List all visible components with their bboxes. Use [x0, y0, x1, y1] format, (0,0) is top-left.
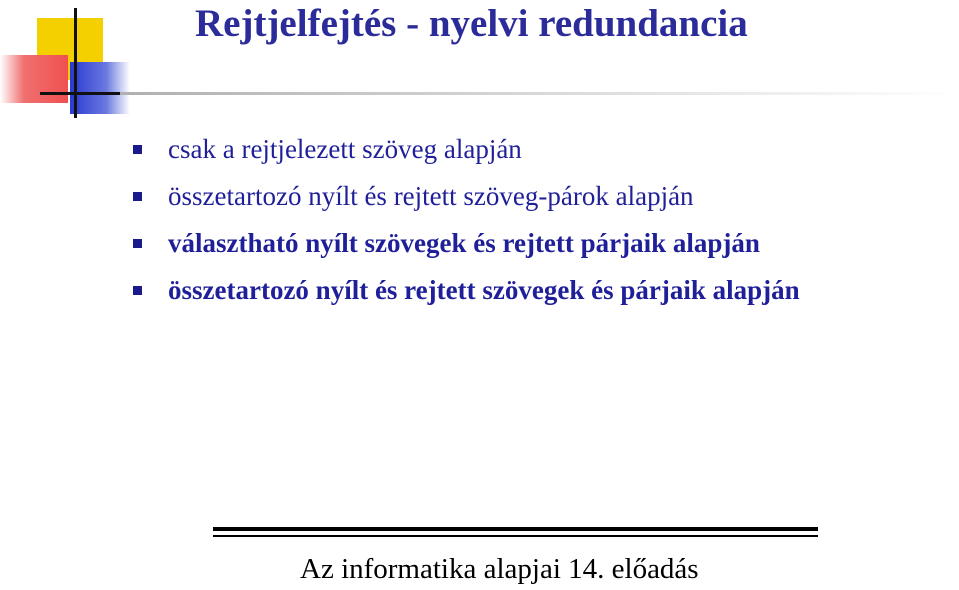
bullet-item	[133, 220, 800, 267]
bullet-text: összetartozó nyílt és rejtett szövegek és párjaik alapján	[168, 275, 800, 305]
slide-title: Rejtjelfejtés - nyelvi redundancia	[195, 2, 748, 45]
square-bullet-icon	[133, 192, 142, 201]
square-bullet-icon	[133, 145, 142, 154]
bullet-text: választható nyílt szövegek és rejtett párjaik alapján	[168, 228, 760, 258]
slide-logo-icon	[0, 0, 140, 125]
logo-red-square	[0, 55, 68, 103]
footer-divider-thin	[213, 535, 818, 537]
bullet-text: csak a rejtjelezett szöveg alapján	[168, 134, 522, 164]
bullet-text: összetartozó nyílt és rejtett szöveg-párok alapján	[168, 181, 694, 211]
bullet-list	[133, 126, 800, 314]
logo-vertical-line	[74, 8, 77, 118]
logo-blue-square	[70, 62, 130, 114]
bullet-item	[133, 267, 800, 314]
slide-footer: Az informatika alapjai 14. előadás	[300, 553, 699, 585]
square-bullet-icon	[133, 239, 142, 248]
bullet-item	[133, 126, 800, 173]
bullet-item	[133, 173, 800, 220]
footer-divider-thick	[213, 527, 818, 531]
title-divider	[120, 92, 959, 95]
square-bullet-icon	[133, 286, 142, 295]
